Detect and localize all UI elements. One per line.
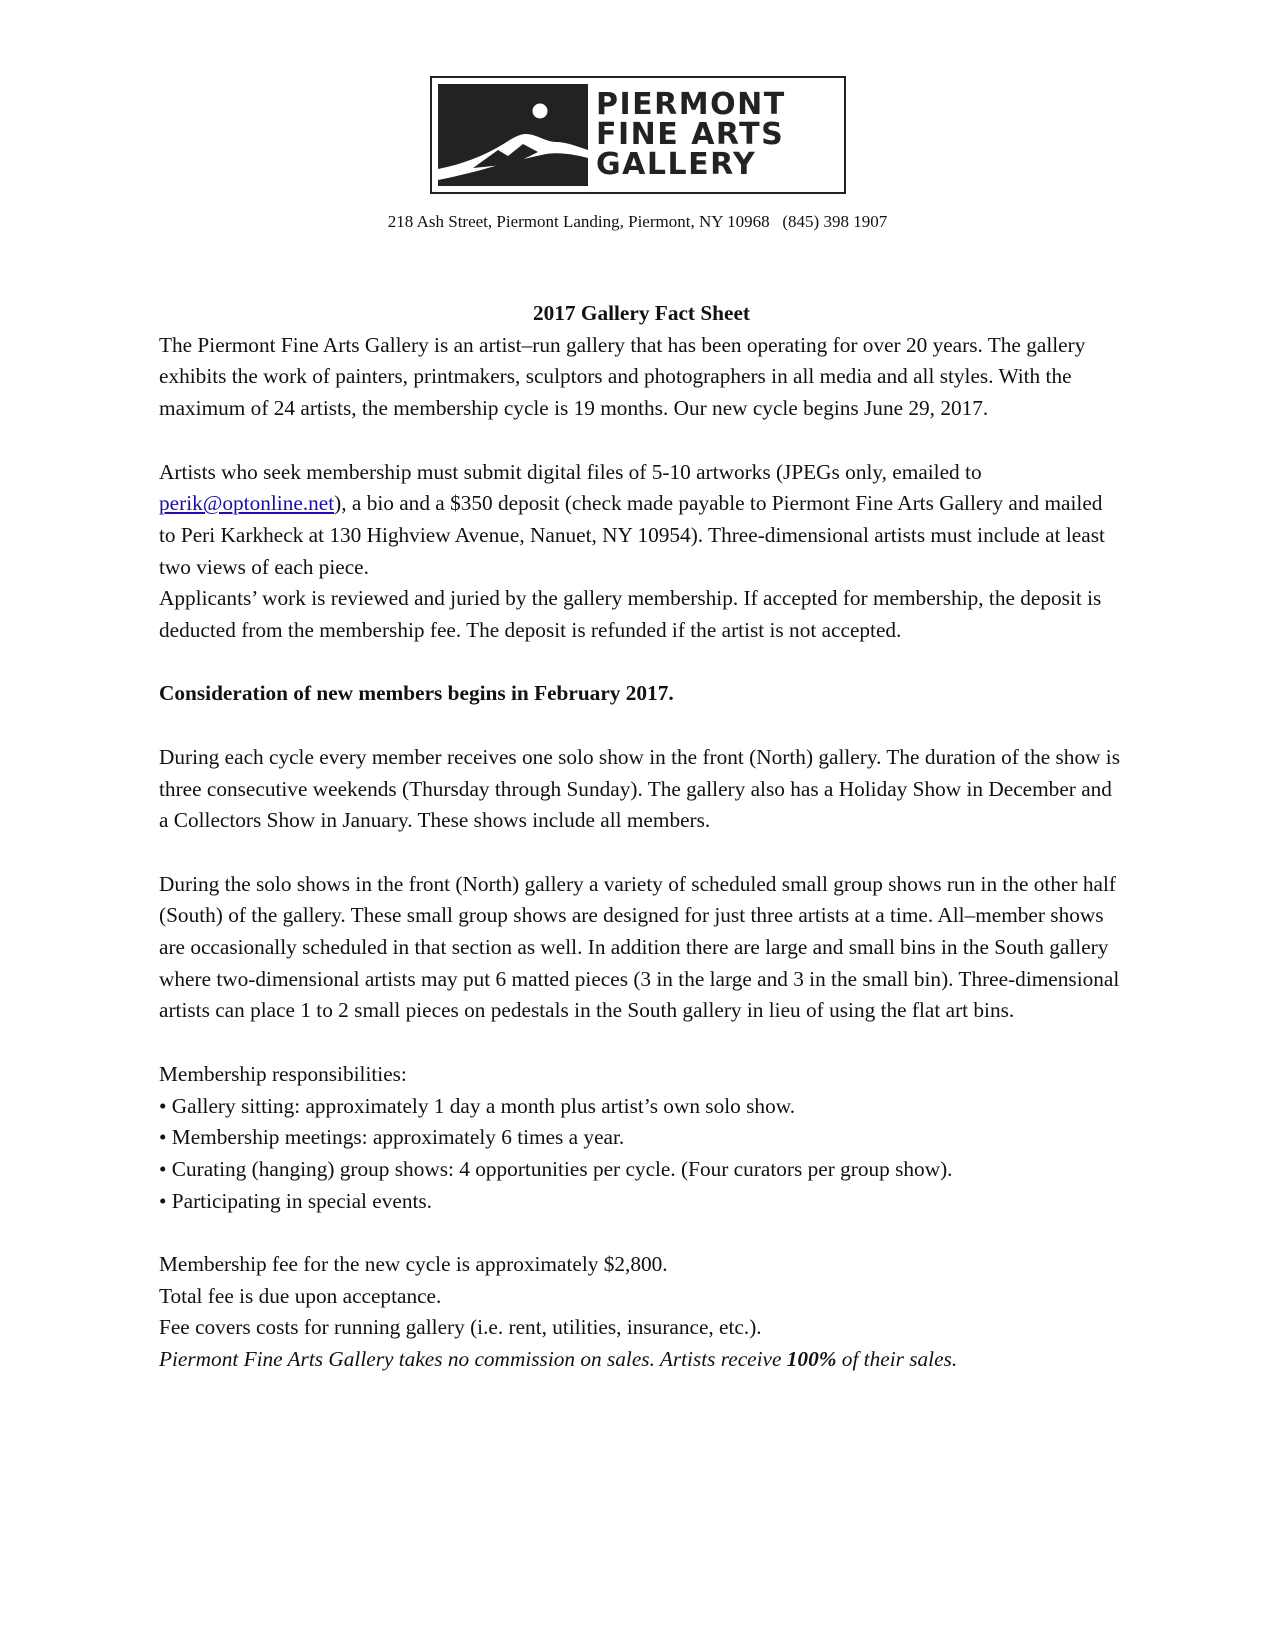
commission-text-start: Piermont Fine Arts Gallery takes no commission on sales. Artists receive bbox=[159, 1347, 787, 1372]
gallery-address: 218 Ash Street, Piermont Landing, Piermont, NY 10968 (845) 398 1907 bbox=[387, 212, 888, 231]
logo-line-2: FINE ARTS bbox=[596, 117, 785, 152]
fee-line: Membership fee for the new cycle is approximately $2,800. bbox=[159, 1252, 668, 1276]
commission-text-end: of their sales. bbox=[836, 1347, 958, 1372]
commission-percent: 100% bbox=[786, 1347, 837, 1372]
submission-text-end: ), a bio and a $350 deposit (check made payable to Piermont Fine Arts Gallery and mailed to Peri Karkheck at 130 Highview Avenue, Nanuet, NY 10954). Three-dimensional artists must include at least two views of each piece. bbox=[159, 491, 1105, 579]
fee-line: Fee covers costs for running gallery (i.e. rent, utilities, insurance, etc.). bbox=[159, 1315, 762, 1340]
fee-line: Total fee is due upon acceptance. bbox=[159, 1283, 442, 1308]
consideration-notice: Consideration of new members begins in February 2017. bbox=[159, 681, 674, 706]
logo-line-3: GALLERY bbox=[596, 147, 757, 182]
page-title: 2017 Gallery Fact Sheet bbox=[532, 301, 751, 325]
responsibilities-heading: Membership responsibilities: bbox=[159, 1061, 407, 1086]
intro-paragraph: The Piermont Fine Arts Gallery is an artist–run gallery that has been operating for over 20 years. The gallery exhibits the work of painters, printmakers, sculptors and photographers in all media and all styles. With the maximum of 24 artists, the membership cycle is 19 months. Our new cycle begins June 29, 2017. bbox=[159, 332, 1086, 421]
submission-paragraph bbox=[159, 457, 1124, 584]
responsibility-item: • Gallery sitting: approximately 1 day a month plus artist’s own solo show. bbox=[159, 1093, 796, 1118]
logo-wordmark bbox=[596, 87, 786, 182]
responsibility-item: • Curating (hanging) group shows: 4 opportunities per cycle. (Four curators per group show). bbox=[159, 1156, 953, 1181]
logo-line-1: PIERMONT bbox=[596, 87, 786, 122]
gallery-logo bbox=[430, 76, 846, 194]
email-link[interactable]: perik@optonline.net bbox=[159, 491, 335, 516]
commission-statement bbox=[159, 1344, 1124, 1376]
review-paragraph: Applicants’ work is reviewed and juried by the gallery membership. If accepted for membership, the deposit is deducted from the membership fee. The deposit is refunded if the artist is not accepted. bbox=[159, 586, 1102, 643]
solo-shows-paragraph: During each cycle every member receives one solo show in the front (North) gallery. The duration of the show is three consecutive weekends (Thursday through Sunday). The gallery also has a Holiday Show in December and a Collectors Show in January. These shows include all members. bbox=[159, 744, 1121, 833]
fact-sheet-body bbox=[159, 298, 1124, 1376]
group-shows-paragraph: During the solo shows in the front (North) gallery a variety of scheduled small group shows run in the other half (South) of the gallery. These small group shows are designed for just three artists at a time. All–member shows are occasionally scheduled in that section as well. In addition there are large and small bins in the South gallery where two-dimensional artists may put 6 matted pieces (3 in the large and 3 in the small bin). Three-dimensional artists can place 1 to 2 small pieces on pedestals in the South gallery in lieu of using the flat art bins. bbox=[159, 871, 1120, 1023]
responsibility-item: • Participating in special events. bbox=[159, 1188, 433, 1213]
responsibility-item: • Membership meetings: approximately 6 times a year. bbox=[159, 1125, 625, 1150]
submission-text-start: Artists who seek membership must submit digital files of 5-10 artworks (JPEGs only, emailed to bbox=[159, 459, 982, 484]
mountain-sun-logo-icon bbox=[438, 84, 588, 186]
